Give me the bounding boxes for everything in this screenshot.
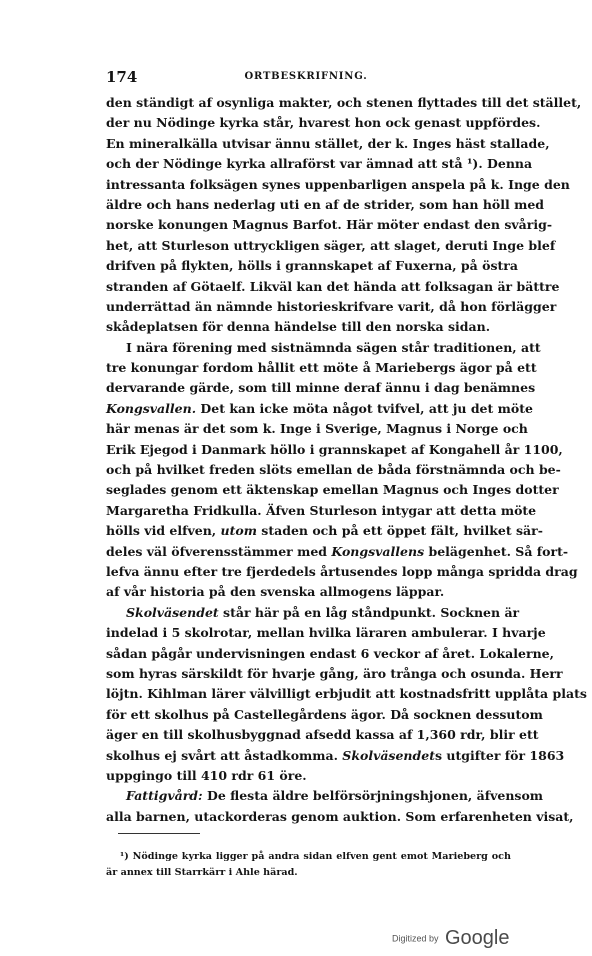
text-line: äldre och hans nederlag uti en af de strider, som han höll med [106, 196, 545, 212]
text-line: drifven på flykten, hölls i grannskapet af Fuxerna, på östra [106, 258, 518, 274]
text-line: dervarande gärde, som till minne deraf ännu i dag benämnes [106, 380, 536, 396]
text-line: der nu Nödinge kyrka står, hvarest hon ock genast uppfördes. [106, 115, 541, 131]
text-line: lefva ännu efter tre fjerdedels årtusendes lopp många spridda drag [106, 563, 578, 579]
digitized-label: Digitized by [392, 933, 439, 944]
page-header [106, 68, 506, 88]
page-number: 174 [106, 68, 138, 86]
text-line: af vår historia på den svenska allmogens läppar. [106, 584, 445, 600]
text-line: Erik Ejegod i Danmark höllo i grannskapet af Kongahell år 1100, [106, 441, 563, 457]
text-line: het, att Sturleson uttryckligen säger, att slaget, deruti Inge blef [106, 237, 556, 253]
footnote-divider [118, 833, 200, 834]
text-line: skådeplatsen för denna händelse till den norska sidan. [106, 319, 491, 335]
text-line: som hyras särskildt för hvarje gång, äro trånga och osunda. Herr [106, 665, 563, 681]
text-line: uppgingo till 410 rdr 61 öre. [106, 767, 307, 783]
text-line: seglades genom ett äktenskap emellan Magnus och Inges dotter [106, 482, 559, 498]
text-line: äger en till skolhusbyggnad afsedd kassa af 1,360 rdr, blir ett [106, 727, 539, 743]
text-line: och der Nödinge kyrka allraförst var ämnad att stå ¹). Denna [106, 156, 533, 172]
text-line: Fattigvård: De flesta äldre belförsörjningshjonen, äfvensom [126, 788, 544, 804]
text-line: här menas är det som k. Inge i Sverige, Magnus i Norge och [106, 421, 528, 437]
text-line: norske konungen Magnus Barfot. Här möter endast den svårig- [106, 217, 553, 233]
text-line: stranden af Götaelf. Likväl kan det hända att folksagan är bättre [106, 278, 560, 294]
text-line: skolhus ej svårt att åstadkomma. Skolväsendets utgifter för 1863 [106, 747, 565, 763]
footnote-line: ¹) Nödinge kyrka ligger på andra sidan elfven gent emot Marieberg och [120, 851, 511, 862]
text-line: deles väl öfverensstämmer med Kongsvallens belägenhet. Så fort- [106, 543, 569, 559]
text-line: underrättad än nämnde historieskrifvare varit, då hon förlägger [106, 298, 557, 314]
google-logo: Google [444, 927, 510, 949]
text-line: Margaretha Fridkulla. Äfven Sturleson intygar att detta möte [106, 502, 537, 518]
footnote-line: är annex till Starrkärr i Ahle härad. [106, 867, 298, 878]
text-line: för ett skolhus på Castellegårdens ägor. Då socknen dessutom [106, 706, 543, 722]
text-line: intressanta folksägen synes uppenbarligen anspela på k. Inge den [106, 176, 570, 192]
text-line: hölls vid elfven, utom staden och på ett öppet fält, hvilket sär- [106, 523, 543, 539]
text-line: sådan pågår undervisningen endast 6 veckor af året. Lokalerne, [106, 645, 554, 661]
text-line: alla barnen, utackorderas genom auktion. Som erfarenheten visat, [106, 808, 574, 824]
running-head: ORTBESKRIFNING. [244, 71, 368, 82]
text-line: indelad i 5 skolrotar, mellan hvilka läraren ambulerar. I hvarje [106, 625, 546, 641]
footnote [106, 849, 511, 881]
text-line: och på hvilket freden slöts emellan de båda förstnämnda och be- [106, 462, 561, 478]
text-line: En mineralkälla utvisar ännu stället, der k. Inges häst stallade, [106, 135, 550, 151]
text-line: I nära förening med sistnämnda sägen står traditionen, att [126, 339, 541, 355]
body-text [106, 93, 587, 827]
text-line: löjtn. Kihlman lärer välvilligt erbjudit att kostnadsfritt upplåta plats [106, 686, 587, 702]
text-line: tre konungar fordom hållit ett möte å Mariebergs ägor på ett [106, 360, 537, 376]
text-line: den ständigt af osynliga makter, och stenen flyttades till det stället, [106, 95, 582, 110]
text-line: Skolväsendet står här på en låg ståndpunkt. Socknen är [126, 604, 520, 620]
digitized-by-watermark [392, 927, 509, 950]
text-line: Kongsvallen. Det kan icke möta något tvifvel, att ju det möte [106, 400, 533, 416]
